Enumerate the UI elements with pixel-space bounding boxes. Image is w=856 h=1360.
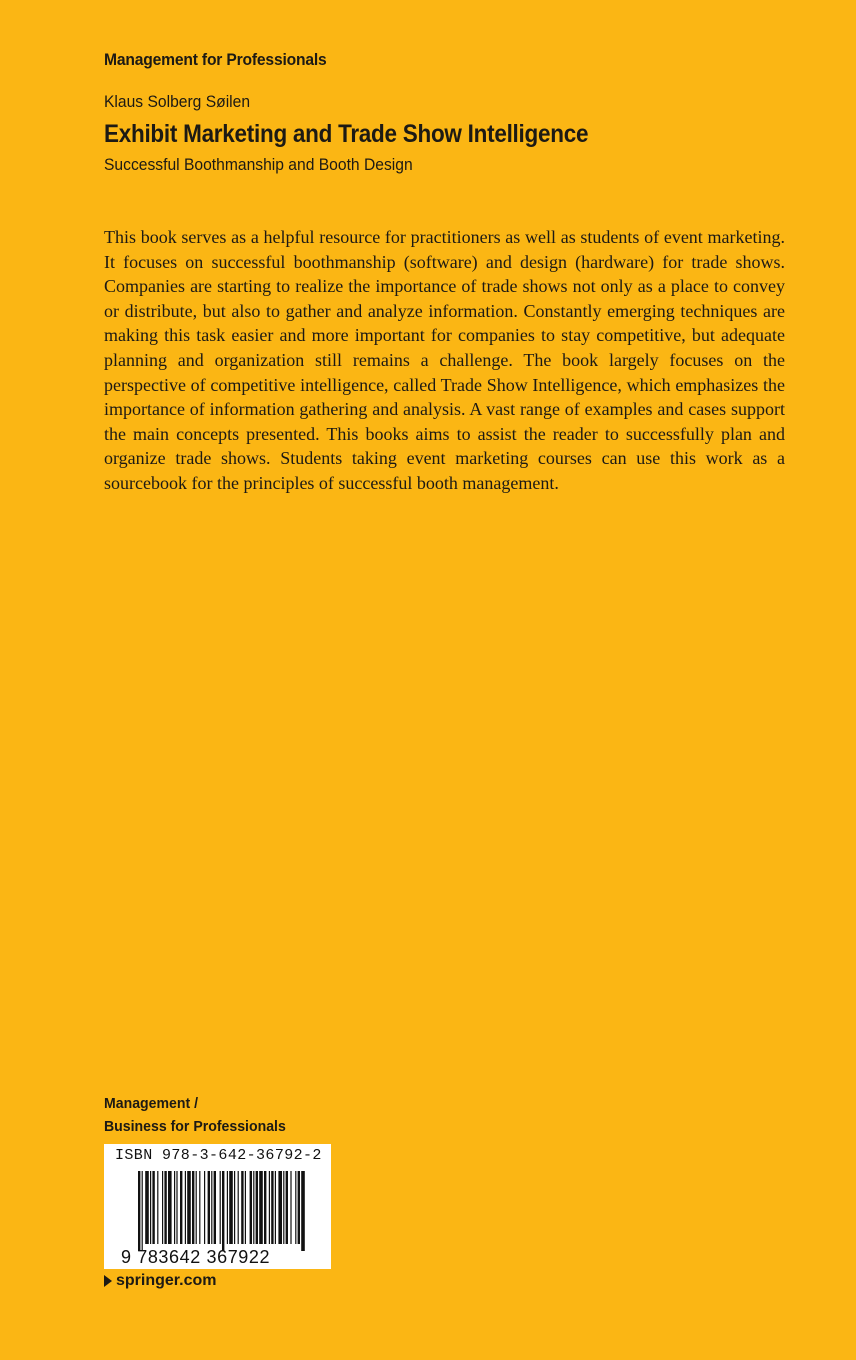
website-link[interactable]: springer.com [116,1272,217,1289]
category-line-2: Business for Professionals [104,1118,286,1135]
isbn-barcode [104,1144,331,1269]
series-name: Management for Professionals [104,50,327,69]
barcode-digits: 9 783642 367922 [121,1247,271,1267]
isbn-label: ISBN 978-3-642-36792-2 [115,1147,322,1164]
book-description: This book serves as a helpful resource for practitioners as well as students of event marketing. It focuses on successful boothmanship (software) and design (hardware) for trade shows. Companies are starting to realize the importance of trade shows not only as a place to convey or distribute, but also to gather and analyze information. Constantly emerging techniques are making this task easier and more important for companies to stay competitive, but adequate planning and organization still remains a challenge. The book largely focuses on the perspective of competitive intelligence, called Trade Show Intelligence, which emphasizes the importance of information gathering and analysis. A vast range of examples and cases support the main concepts presented. This books aims to assist the reader to successfully plan and organize trade shows. Students taking event marketing courses can use this work as a sourcebook for the principles of successful booth management. [104,227,785,493]
book-subtitle: Successful Boothmanship and Booth Design [104,155,413,174]
publisher-website[interactable] [104,1272,216,1290]
subject-category [104,1092,286,1138]
author-name: Klaus Solberg Søilen [104,92,251,111]
category-line-1: Management / [104,1095,199,1112]
arrow-right-icon [104,1275,112,1287]
book-title: Exhibit Marketing and Trade Show Intelligence [104,120,589,148]
